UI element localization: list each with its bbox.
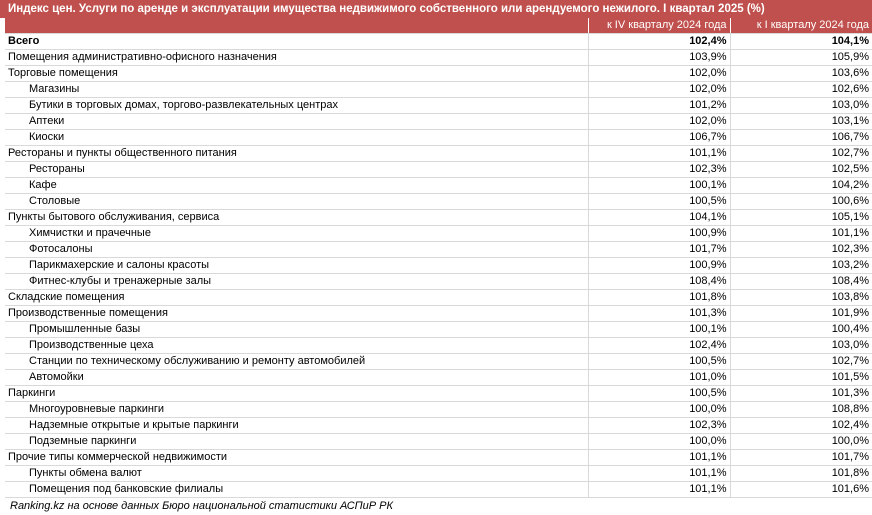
value-q4: 101,7% xyxy=(588,242,730,258)
table-row xyxy=(5,82,872,98)
table-row xyxy=(5,242,872,258)
value-q4: 100,1% xyxy=(588,178,730,194)
row-label: Аптеки xyxy=(5,114,588,130)
value-q4: 108,4% xyxy=(588,274,730,290)
row-label: Станции по техническому обслуживанию и ремонту автомобилей xyxy=(5,354,588,370)
value-q4: 106,7% xyxy=(588,130,730,146)
value-q1: 103,2% xyxy=(730,258,872,274)
row-label: Помещения административно-офисного назначения xyxy=(5,50,588,66)
row-label: Парикмахерские и салоны красоты xyxy=(5,258,588,274)
table-row xyxy=(5,370,872,386)
value-q1: 102,7% xyxy=(730,354,872,370)
table-row xyxy=(5,258,872,274)
table-row xyxy=(5,306,872,322)
row-label: Магазины xyxy=(5,82,588,98)
price-index-table xyxy=(5,18,872,498)
table-row xyxy=(5,50,872,66)
table-row xyxy=(5,482,872,498)
row-label: Автомойки xyxy=(5,370,588,386)
value-q1: 103,0% xyxy=(730,338,872,354)
value-q4: 101,2% xyxy=(588,98,730,114)
value-q1: 101,8% xyxy=(730,466,872,482)
table-row xyxy=(5,354,872,370)
value-q1: 103,8% xyxy=(730,290,872,306)
value-q1: 103,1% xyxy=(730,114,872,130)
row-label: Помещения под банковские филиалы xyxy=(5,482,588,498)
value-q4: 101,3% xyxy=(588,306,730,322)
header-row xyxy=(5,18,872,34)
value-q1: 102,6% xyxy=(730,82,872,98)
value-q1: 108,4% xyxy=(730,274,872,290)
value-q1: 103,6% xyxy=(730,66,872,82)
value-q1: 105,1% xyxy=(730,210,872,226)
table-row xyxy=(5,98,872,114)
value-q4: 101,1% xyxy=(588,450,730,466)
value-q4: 101,8% xyxy=(588,290,730,306)
value-q4: 102,0% xyxy=(588,82,730,98)
value-q1: 101,1% xyxy=(730,226,872,242)
row-label: Паркинги xyxy=(5,386,588,402)
table-title: Индекс цен. Услуги по аренде и эксплуатации имущества недвижимого собственного или арендуемого нежилого. I квартал 2025 (%) xyxy=(0,0,872,18)
table-row xyxy=(5,130,872,146)
table-row xyxy=(5,322,872,338)
table-row xyxy=(5,402,872,418)
row-label: Столовые xyxy=(5,194,588,210)
value-q4: 102,3% xyxy=(588,418,730,434)
row-label: Производственные цеха xyxy=(5,338,588,354)
row-label: Химчистки и прачечные xyxy=(5,226,588,242)
table-row xyxy=(5,114,872,130)
value-q4: 101,1% xyxy=(588,466,730,482)
table-row xyxy=(5,450,872,466)
value-q1: 101,6% xyxy=(730,482,872,498)
row-label: Рестораны и пункты общественного питания xyxy=(5,146,588,162)
table-row xyxy=(5,338,872,354)
value-q4: 102,3% xyxy=(588,162,730,178)
value-q1: 101,3% xyxy=(730,386,872,402)
table-row xyxy=(5,434,872,450)
value-q4: 100,0% xyxy=(588,434,730,450)
row-label: Бутики в торговых домах, торгово-развлекательных центрах xyxy=(5,98,588,114)
value-q1: 102,7% xyxy=(730,146,872,162)
value-q1: 104,2% xyxy=(730,178,872,194)
value-q4: 100,9% xyxy=(588,226,730,242)
value-q4: 101,0% xyxy=(588,370,730,386)
row-label: Промышленные базы xyxy=(5,322,588,338)
table-row xyxy=(5,178,872,194)
row-label: Торговые помещения xyxy=(5,66,588,82)
header-q4: к IV кварталу 2024 года xyxy=(588,18,730,34)
table-row xyxy=(5,290,872,306)
value-q1: 102,5% xyxy=(730,162,872,178)
value-q1: 101,5% xyxy=(730,370,872,386)
row-label: Складские помещения xyxy=(5,290,588,306)
table-row xyxy=(5,418,872,434)
table-row xyxy=(5,162,872,178)
row-label: Фотосалоны xyxy=(5,242,588,258)
table-row xyxy=(5,34,872,50)
row-label: Прочие типы коммерческой недвижимости xyxy=(5,450,588,466)
value-q1: 102,3% xyxy=(730,242,872,258)
value-q4: 100,0% xyxy=(588,402,730,418)
row-label: Пункты бытового обслуживания, сервиса xyxy=(5,210,588,226)
table-row xyxy=(5,226,872,242)
value-q4: 102,4% xyxy=(588,34,730,50)
value-q4: 101,1% xyxy=(588,146,730,162)
table-row xyxy=(5,194,872,210)
value-q1: 101,9% xyxy=(730,306,872,322)
table-row xyxy=(5,466,872,482)
table-row xyxy=(5,146,872,162)
value-q4: 104,1% xyxy=(588,210,730,226)
value-q4: 100,5% xyxy=(588,194,730,210)
value-q1: 104,1% xyxy=(730,34,872,50)
value-q1: 102,4% xyxy=(730,418,872,434)
value-q4: 102,0% xyxy=(588,114,730,130)
row-label: Надземные открытые и крытые паркинги xyxy=(5,418,588,434)
row-label: Киоски xyxy=(5,130,588,146)
value-q1: 100,6% xyxy=(730,194,872,210)
row-label: Всего xyxy=(5,34,588,50)
value-q1: 103,0% xyxy=(730,98,872,114)
source-note: Ranking.kz на основе данных Бюро национальной статистики АСПиР РК xyxy=(10,500,393,512)
value-q4: 102,4% xyxy=(588,338,730,354)
value-q1: 101,7% xyxy=(730,450,872,466)
row-label: Многоуровневые паркинги xyxy=(5,402,588,418)
table-row xyxy=(5,274,872,290)
value-q1: 100,0% xyxy=(730,434,872,450)
value-q4: 100,1% xyxy=(588,322,730,338)
value-q4: 101,1% xyxy=(588,482,730,498)
value-q4: 103,9% xyxy=(588,50,730,66)
value-q4: 100,5% xyxy=(588,354,730,370)
header-q1: к I кварталу 2024 года xyxy=(730,18,872,34)
row-label: Производственные помещения xyxy=(5,306,588,322)
value-q4: 100,9% xyxy=(588,258,730,274)
value-q1: 106,7% xyxy=(730,130,872,146)
row-label: Кафе xyxy=(5,178,588,194)
row-label: Фитнес-клубы и тренажерные залы xyxy=(5,274,588,290)
row-label: Рестораны xyxy=(5,162,588,178)
row-label: Подземные паркинги xyxy=(5,434,588,450)
table-body xyxy=(5,34,872,498)
value-q4: 102,0% xyxy=(588,66,730,82)
table-row xyxy=(5,66,872,82)
table-row xyxy=(5,210,872,226)
value-q1: 108,8% xyxy=(730,402,872,418)
value-q1: 105,9% xyxy=(730,50,872,66)
value-q4: 100,5% xyxy=(588,386,730,402)
header-label xyxy=(5,18,588,34)
value-q1: 100,4% xyxy=(730,322,872,338)
row-label: Пункты обмена валют xyxy=(5,466,588,482)
table-row xyxy=(5,386,872,402)
